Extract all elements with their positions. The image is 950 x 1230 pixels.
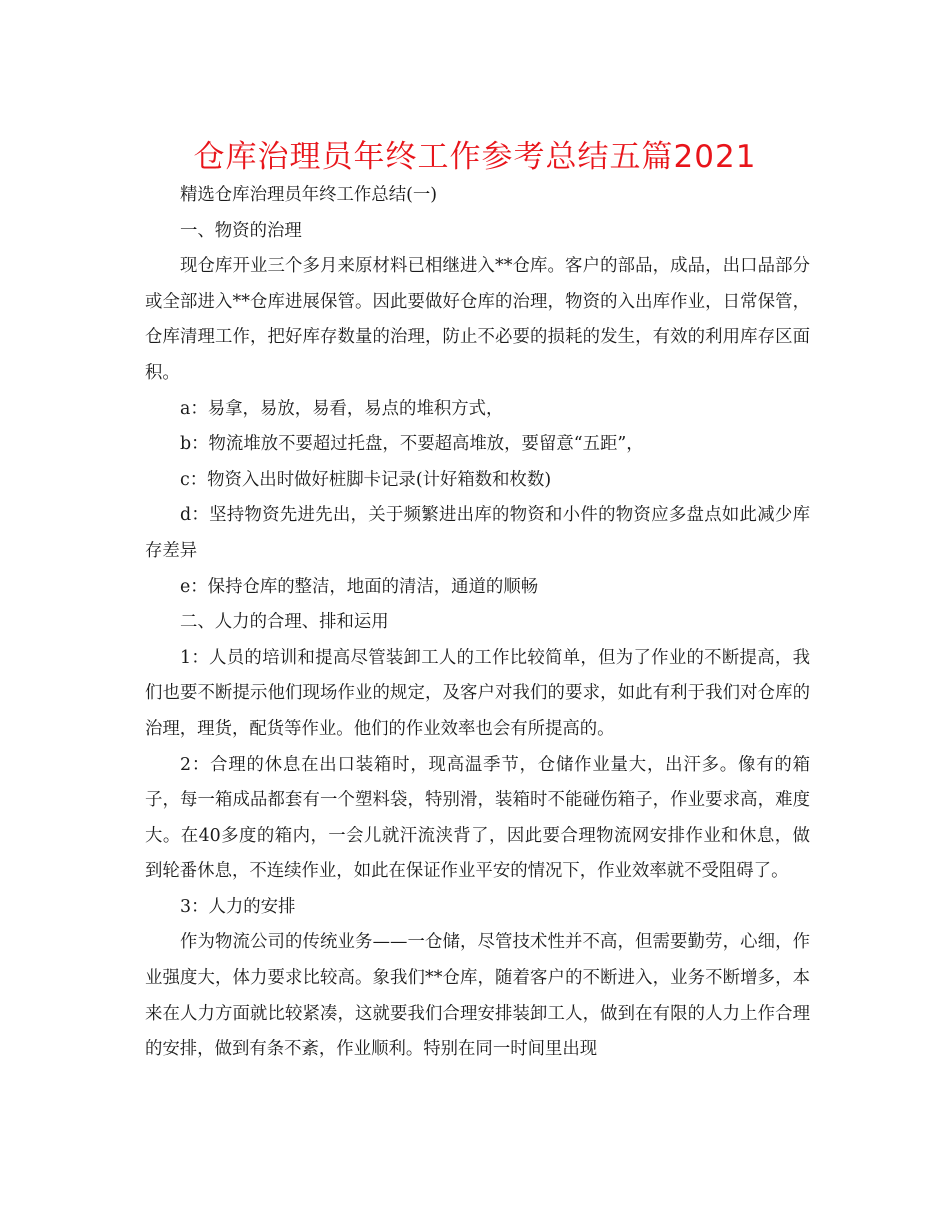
document-body [145,178,810,1068]
paragraph: 2：合理的休息在出口装箱时，现高温季节，仓储作业量大，出汗多。像有的箱子，每一箱成品都套有一个塑料袋，特别滑，装箱时不能碰伤箱子，作业要求高，难度大。在40多度的箱内，一会儿就汗流浃背了，因此要合理物流网安排作业和休息，做到轮番休息，不连续作业，如此在保证作业平安的情况下，作业效率就不受阻碍了。 [145,754,810,882]
paragraph: 作为物流公司的传统业务——一仓储，尽管技术性并不高，但需要勤劳，心细，作业强度大，体力要求比较高。象我们**仓库，随着客户的不断进入，业务不断增多，本来在人力方面就比较紧凑，这就要我们合理安排装卸工人，做到在有限的人力上作合理的安排，做到有条不紊，作业顺利。特别在同一时间里出现 [145,932,810,1060]
list-item: a：易拿，易放，易看，易点的堆积方式， [180,398,504,419]
list-item: c：物资入出时做好桩脚卡记录(计好箱数和枚数) [180,469,552,490]
document-title: 仓库治理员年终工作参考总结五篇2021 [193,139,757,175]
list-item: b：物流堆放不要超过托盘，不要超高堆放，要留意“五距”， [180,434,644,455]
list-item: d：坚持物资先进先出，关于频繁进出库的物资和小件的物资应多盘点如此减少库存差异 [145,505,810,561]
section-heading: 精选仓库治理员年终工作总结(一) [180,185,438,205]
paragraph: 1：人员的培训和提高尽管装卸工人的工作比较简单，但为了作业的不断提高，我们也要不断提示他们现场作业的规定，及客户对我们的要求，如此有利于我们对仓库的治理，理货，配货等作业。他们的作业效率也会有所提高的。 [145,647,810,739]
paragraph: 现仓库开业三个多月来原材料已相继进入**仓库。客户的部品，成品，出口品部分或全部进入**仓库进展保管。因此要做好仓库的治理，物资的入出库作业，日常保管，仓库清理工作，把好库存数量的治理，防止不必要的损耗的发生，有效的利用库存区面积。 [145,256,810,383]
section-heading: 二、人力的合理、排和运用 [180,612,389,633]
subsection-heading: 3：人力的安排 [180,896,296,917]
list-item: e：保持仓库的整洁，地面的清洁，通道的顺畅 [180,576,539,597]
section-heading: 一、物资的治理 [180,220,302,241]
